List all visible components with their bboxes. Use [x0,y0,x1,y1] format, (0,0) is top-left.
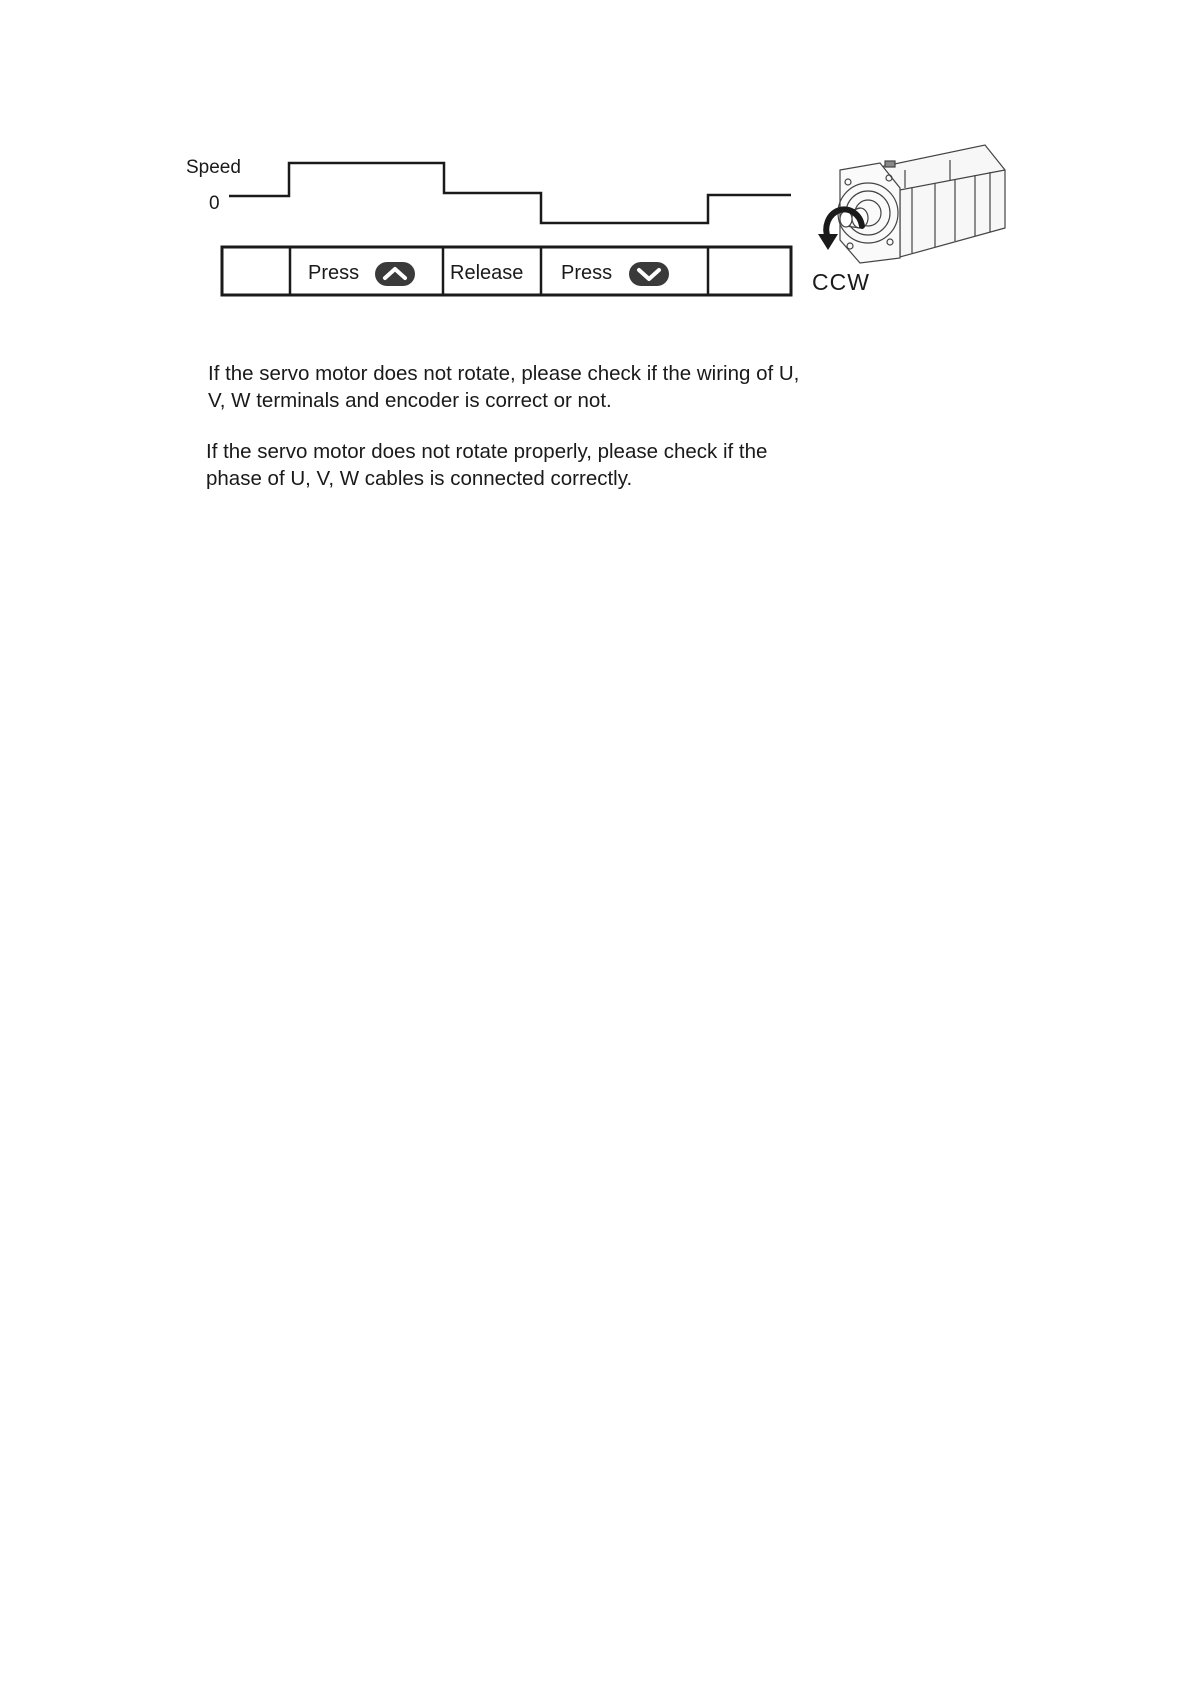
zero-speed-label: 0 [209,193,220,214]
step-label-release: Release [450,262,524,284]
step-label-press-down: Press [561,262,613,284]
phase-check-note: If the servo motor does not rotate properly, please check if the phase of U, V, W cables is connected correctly. [206,440,768,490]
speed-diagram [0,0,1190,320]
speed-axis-label: Speed [186,157,241,178]
step-label-press-up: Press [308,262,360,284]
rotation-direction-label: CCW [812,269,870,295]
wiring-check-note: If the servo motor does not rotate, please check if the wiring of U, V, W terminals and encoder is correct or not. [208,362,800,412]
speed-waveform [229,163,791,223]
down-arrow-key-icon [629,262,669,286]
up-arrow-key-icon [375,262,415,286]
servo-motor-icon [838,145,1005,263]
